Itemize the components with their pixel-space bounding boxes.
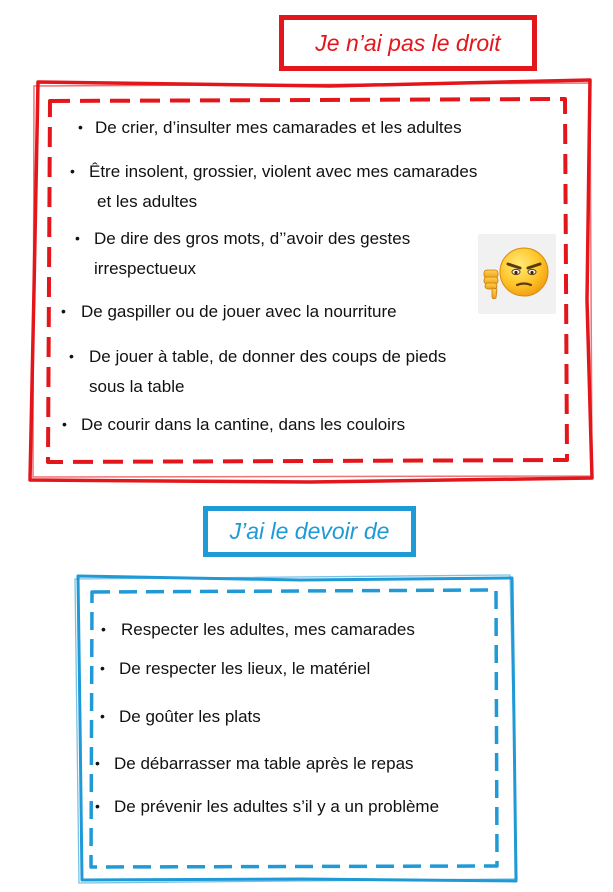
forbidden-item-text: Être insolent, grossier, violent avec mes camarades bbox=[89, 162, 478, 181]
forbidden-item-text: De jouer à table, de donner des coups de pieds bbox=[89, 347, 447, 366]
forbidden-item-text-cont: sous la table bbox=[89, 377, 185, 396]
duties-item-text: De respecter les lieux, le matériel bbox=[119, 659, 371, 678]
angry-face-thumbs-down-icon bbox=[478, 234, 556, 314]
forbidden-item-text: De courir dans la cantine, dans les couloirs bbox=[81, 415, 406, 434]
forbidden-item-text: De gaspiller ou de jouer avec la nourriture bbox=[81, 302, 397, 321]
forbidden-title: Je n’ai pas le droit bbox=[315, 29, 501, 56]
forbidden-item-text: De dire des gros mots, d’’avoir des gestes bbox=[94, 229, 411, 248]
duties-item-text: Respecter les adultes, mes camarades bbox=[121, 620, 415, 639]
forbidden-item-text: De crier, d’insulter mes camarades et les adultes bbox=[95, 118, 462, 137]
duties-title-box bbox=[203, 506, 416, 557]
duties-title: J’ai le devoir de bbox=[229, 518, 390, 544]
forbidden-title-box bbox=[279, 15, 537, 71]
duties-item-text: De goûter les plats bbox=[119, 707, 261, 726]
forbidden-item-text-cont: irrespectueux bbox=[94, 259, 197, 278]
forbidden-item-text-cont: et les adultes bbox=[97, 192, 198, 211]
duties-item-text: De débarrasser ma table après le repas bbox=[114, 754, 414, 773]
angry-face-icon bbox=[478, 234, 556, 314]
duties-item-text: De prévenir les adultes s’il y a un problème bbox=[114, 797, 440, 816]
